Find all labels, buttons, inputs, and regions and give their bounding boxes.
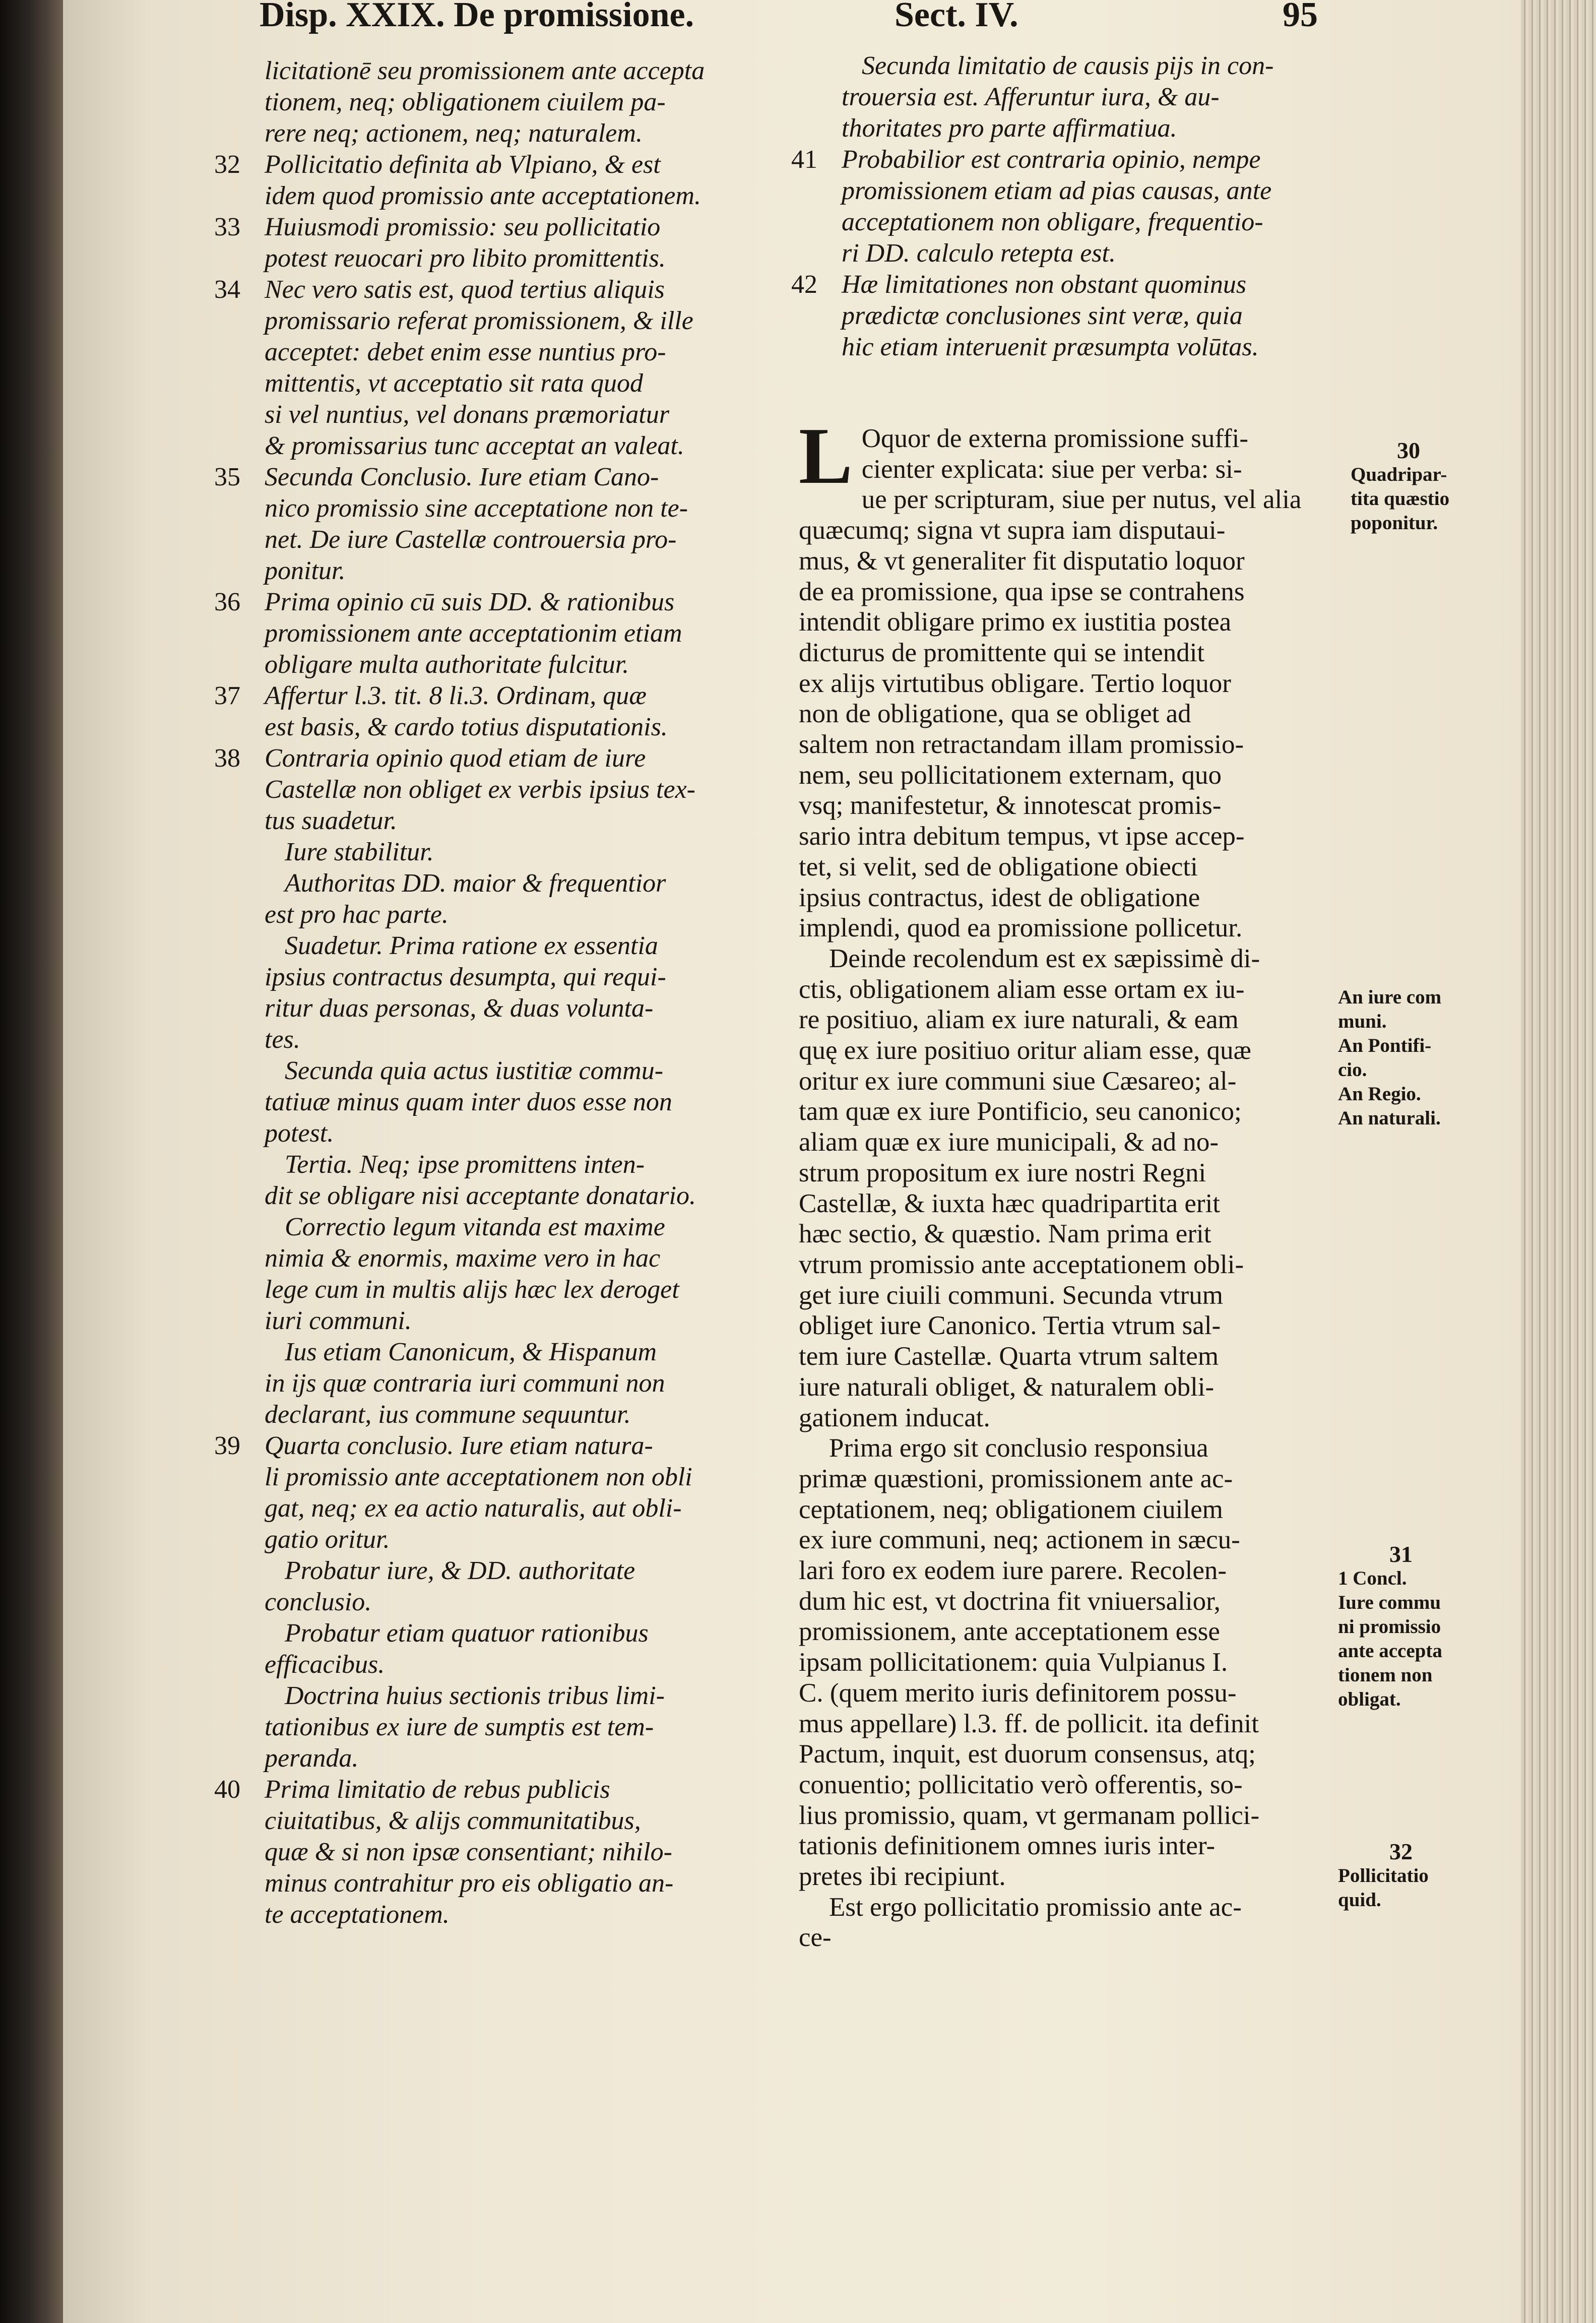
- marginal-line: An Regio.: [1338, 1083, 1421, 1105]
- summary-number: 37: [214, 681, 240, 710]
- body-line: strum propositum ex iure nostri Regni: [799, 1158, 1206, 1187]
- body-line: sario intra debitum tempus, vt ipse accep-: [799, 822, 1245, 851]
- summary-entry: [265, 837, 844, 868]
- body-line: oritur ex iure communi siue Cæsareo; al-: [799, 1066, 1237, 1096]
- body-line: vsq; manifestetur, & innotescat promis-: [799, 791, 1222, 821]
- summary-number: 40: [214, 1775, 240, 1804]
- summary-entry: [214, 587, 844, 680]
- marginal-note: [1351, 438, 1466, 535]
- summary-entry: [265, 1055, 844, 1149]
- marginal-line: An iure com: [1338, 986, 1442, 1008]
- body-line: dum hic est, vt doctrina fit vniuersalior,: [799, 1586, 1221, 1616]
- body-line: cienter explicata: siue per verba: si-: [861, 454, 1242, 484]
- summary-line: idem quod promissio ante acceptationem.: [265, 181, 701, 210]
- summary-entry: [265, 1680, 844, 1774]
- marginal-number: 32: [1389, 1839, 1413, 1864]
- summary-line: Quarta conclusio. Iure etiam natura-: [265, 1431, 653, 1460]
- summary-line: Probabilior est contraria opinio, nempe: [842, 145, 1261, 174]
- summary-line: Secunda limitatio de causis pijs in con-: [862, 51, 1274, 80]
- summary-line: Secunda Conclusio. Iure etiam Cano-: [265, 463, 659, 491]
- body-line: aliam quæ ex iure municipali, & ad no-: [799, 1127, 1219, 1157]
- summary-line: Probatur etiam quatuor rationibus: [285, 1619, 649, 1648]
- body-line: promissionem, ante acceptationem esse: [799, 1617, 1220, 1647]
- body-line: ce-: [799, 1923, 832, 1953]
- body-line: hæc sectio, & quæstio. Nam prima erit: [799, 1219, 1211, 1249]
- summary-entry: [214, 149, 844, 212]
- body-line: ipsam pollicitationem: quia Vulpianus I.: [799, 1648, 1228, 1677]
- marginal-line: poponitur.: [1351, 512, 1438, 534]
- drop-cap: L: [799, 411, 853, 500]
- summary-line: thoritates pro parte affirmatiua.: [842, 114, 1177, 143]
- summary-line: Suadetur. Prima ratione ex essentia: [285, 931, 658, 960]
- summary-line: tatiuæ minus quam inter duos esse non: [265, 1088, 672, 1116]
- body-line: C. (quem merito iuris definitorem possu-: [799, 1678, 1237, 1708]
- summary-number: 32: [214, 150, 240, 179]
- summary-line: Nec vero satis est, quod tertius aliquis: [265, 275, 665, 304]
- summary-line: tus suadetur.: [265, 806, 397, 835]
- body-line: non de obligatione, qua se obliget ad: [799, 699, 1191, 729]
- marginal-note: [1338, 1542, 1464, 1712]
- marginal-note: [1338, 985, 1469, 1131]
- summary-line: Tertia. Neq; ipse promittens inten-: [285, 1150, 645, 1179]
- summary-entry: [214, 743, 844, 837]
- summary-line: Castellæ non obliget ex verbis ipsius tex-: [265, 775, 695, 804]
- summary-line: ritur duas personas, & duas volunta-: [265, 994, 654, 1023]
- summary-line: Doctrina huius sectionis tribus limi-: [285, 1681, 665, 1710]
- body-line: primæ quæstioni, promissionem ante ac-: [799, 1464, 1233, 1493]
- summary-line: nimia & enormis, maxime vero in hac: [265, 1244, 661, 1273]
- summary-line: ponitur.: [265, 556, 346, 585]
- summary-entry: [214, 680, 844, 743]
- summary-entry: [265, 1555, 844, 1618]
- summary-entry: [265, 55, 844, 149]
- body-paragraph: [799, 1433, 1414, 1892]
- summary-entry: [214, 462, 844, 587]
- body-line: nem, seu pollicitationem externam, quo: [799, 760, 1222, 790]
- summary-entry: [214, 274, 844, 462]
- marginal-line: Iure commu: [1338, 1592, 1441, 1613]
- marginal-number: 31: [1389, 1541, 1413, 1567]
- summary-line: Huiusmodi promissio: seu pollicitatio: [265, 213, 661, 241]
- summary-line: quæ & si non ipsæ consentiant; nihilo-: [265, 1838, 672, 1866]
- summary-line: li promissio ante acceptationem non obli: [265, 1463, 692, 1491]
- summary-entry: [265, 1618, 844, 1680]
- body-line: dicturus de promittente qui se intendit: [799, 638, 1205, 667]
- summary-line: tes.: [265, 1025, 300, 1054]
- summary-line: ciuitatibus, & alijs communitatibus,: [265, 1806, 641, 1835]
- summary-line: promissionem etiam ad pias causas, ante: [842, 176, 1272, 205]
- summary-entry: [265, 1212, 844, 1337]
- summary-number: 38: [214, 744, 240, 773]
- summary-entry: [214, 212, 844, 274]
- summary-line: potest reuocari pro libito promittentis.: [265, 244, 666, 273]
- summary-line: gat, neq; ex ea actio naturalis, aut obli-: [265, 1494, 682, 1523]
- summary-line: acceptationem non obligare, frequentio-: [842, 208, 1263, 236]
- summary-line: iuri communi.: [265, 1306, 412, 1335]
- body-line: intendit obligare primo ex iustitia postea: [799, 607, 1232, 637]
- summary-line: mittentis, vt acceptatio sit rata quod: [265, 369, 644, 398]
- summary-line: tationibus ex iure de sumptis est tem-: [265, 1713, 654, 1741]
- summary-line: te acceptationem.: [265, 1900, 450, 1929]
- summary-number: 42: [791, 270, 817, 299]
- summary-entry: [265, 930, 844, 1055]
- body-line: iure naturali obliget, & naturalem obli-: [799, 1372, 1215, 1402]
- body-line: tem iure Castellæ. Quarta vtrum saltem: [799, 1342, 1219, 1371]
- summary-line: Affertur l.3. tit. 8 li.3. Ordinam, quæ: [265, 681, 647, 710]
- summary-entry: [791, 144, 1421, 269]
- summary-line: lege cum in multis alijs hæc lex deroget: [265, 1275, 679, 1304]
- marginal-line: Pollicitatio: [1338, 1865, 1429, 1887]
- summary-line: Authoritas DD. maior & frequentior: [285, 869, 666, 898]
- body-line: ceptationem, neq; obligationem ciuilem: [799, 1494, 1223, 1524]
- body-line: lius promissio, quam, vt germanam pollici-: [799, 1800, 1260, 1830]
- summary-line: net. De iure Castellæ controuersia pro-: [265, 525, 677, 554]
- marginal-line: ante accepta: [1338, 1640, 1442, 1662]
- body-line: quæcumq; signa vt supra iam disputaui-: [799, 516, 1226, 545]
- body-line: mus, & vt generaliter fit disputatio loquor: [799, 546, 1245, 576]
- marginal-note: [1338, 1840, 1464, 1912]
- marginal-line: obligat.: [1338, 1688, 1401, 1710]
- summary-line: tionem, neq; obligationem ciuilem pa-: [265, 88, 666, 116]
- body-line: implendi, quod ea promissione pollicetur.: [799, 913, 1243, 943]
- summary-line: si vel nuntius, vel donans præmoriatur: [265, 400, 670, 429]
- body-line: tet, si velit, sed de obligatione obiecti: [799, 852, 1198, 882]
- body-line: ue per scripturam, siue per nutus, vel alia: [861, 485, 1302, 515]
- body-line: Pactum, inquit, est duorum consensus, atq;: [799, 1739, 1256, 1769]
- summary-line: declarant, ius commune sequuntur.: [265, 1400, 631, 1429]
- summary-line: Prima limitatio de rebus publicis: [265, 1775, 610, 1804]
- body-line: de ea promissione, qua ipse se contrahens: [799, 577, 1245, 606]
- marginal-line: 1 Concl.: [1338, 1567, 1407, 1589]
- summary-number: 39: [214, 1431, 240, 1460]
- body-line: pretes ibi recipiunt.: [799, 1862, 1006, 1892]
- summary-right-column: [791, 50, 1421, 363]
- body-line: gationem inducat.: [799, 1403, 990, 1432]
- main-text-column: [799, 411, 1414, 1953]
- summary-line: peranda.: [265, 1744, 359, 1773]
- summary-entry: [214, 1430, 844, 1555]
- summary-line: licitationē seu promissionem ante accepta: [265, 56, 705, 85]
- marginal-line: muni.: [1338, 1011, 1387, 1032]
- marginal-line: ni promissio: [1338, 1616, 1441, 1638]
- summary-number: 33: [214, 213, 240, 241]
- summary-line: & promissarius tunc acceptat an valeat.: [265, 431, 684, 460]
- marginal-line: tionem non: [1338, 1664, 1433, 1686]
- marginal-line: cio.: [1338, 1059, 1367, 1081]
- summary-line: acceptet: debet enim esse nuntius pro-: [265, 338, 666, 366]
- summary-line: Hæ limitationes non obstant quominus: [842, 270, 1247, 299]
- summary-entry: [265, 1149, 844, 1212]
- summary-line: nico promissio sine acceptatione non te-: [265, 494, 688, 523]
- summary-line: est basis, & cardo totius disputationis.: [265, 713, 668, 741]
- summary-line: hic etiam interuenit præsumpta volūtas.: [842, 333, 1259, 361]
- summary-number: 41: [791, 145, 817, 174]
- body-line: saltem non retractandam illam promissio-: [799, 730, 1244, 760]
- summary-line: promissionem ante acceptationim etiam: [265, 619, 682, 648]
- marginal-line: An Pontifi-: [1338, 1035, 1432, 1056]
- summary-line: conclusio.: [265, 1588, 372, 1616]
- summary-line: rere neq; actionem, neq; naturalem.: [265, 119, 643, 148]
- summary-line: prædictæ conclusiones sint veræ, quia: [842, 301, 1243, 330]
- body-line: re positiuo, aliam ex iure naturali, & eam: [799, 1005, 1239, 1035]
- summary-line: Prima opinio cū suis DD. & rationibus: [265, 588, 675, 616]
- summary-line: Secunda quia actus iustitiæ commu-: [285, 1056, 664, 1085]
- body-paragraph: [799, 1892, 1414, 1953]
- book-page: [63, 0, 1524, 2323]
- summary-line: Iure stabilitur.: [285, 838, 434, 866]
- running-head: Disp. XXIX. De promissione.: [260, 0, 694, 34]
- summary-line: potest.: [265, 1119, 334, 1148]
- summary-number: 36: [214, 588, 240, 616]
- summary-number: 35: [214, 463, 240, 491]
- summary-line: Probatur iure, & DD. authoritate: [285, 1556, 635, 1585]
- summary-line: promissario referat promissionem, & ille: [265, 306, 693, 335]
- summary-line: trouersia est. Afferuntur iura, & au-: [842, 83, 1220, 111]
- summary-line: Pollicitatio definita ab Vlpiano, & est: [265, 150, 661, 179]
- body-line: obliget iure Canonico. Tertia vtrum sal-: [799, 1311, 1221, 1341]
- summary-number: 34: [214, 275, 240, 304]
- book-binding-shadow: [0, 0, 63, 2323]
- marginal-line: Quadripar-: [1351, 464, 1447, 485]
- summary-left-column: [214, 55, 844, 1930]
- summary-line: Correctio legum vitanda est maxime: [285, 1213, 665, 1241]
- body-line: vtrum promissio ante acceptationem obli-: [799, 1249, 1244, 1279]
- summary-line: ri DD. calculo retepta est.: [842, 239, 1116, 268]
- body-line: lari foro ex eodem iure parere. Recolen-: [799, 1556, 1227, 1586]
- summary-entry: [842, 50, 1421, 144]
- body-line: Castellæ, & iuxta hæc quadripartita erit: [799, 1188, 1221, 1218]
- summary-line: obligare multa authoritate fulcitur.: [265, 650, 629, 679]
- body-line: ex alijs virtutibus obligare. Tertio loquor: [799, 668, 1231, 698]
- summary-line: efficacibus.: [265, 1650, 385, 1679]
- body-line: Prima ergo sit conclusio responsiua: [829, 1433, 1208, 1463]
- summary-line: gatio oritur.: [265, 1525, 390, 1554]
- page-fore-edge: [1521, 0, 1596, 2323]
- marginal-line: An naturali.: [1338, 1107, 1441, 1129]
- marginal-line: tita quæstio: [1351, 488, 1450, 510]
- body-paragraph: [799, 944, 1414, 1433]
- body-line: conuentio; pollicitatio verò offerentis, so-: [799, 1770, 1243, 1799]
- summary-entry: [214, 1774, 844, 1930]
- marginal-number: 30: [1397, 437, 1420, 463]
- page-number: 95: [1283, 0, 1318, 34]
- body-line: ctis, obligationem aliam esse ortam ex iu-: [799, 974, 1245, 1004]
- summary-line: Ius etiam Canonicum, & Hispanum: [285, 1338, 657, 1366]
- summary-line: ipsius contractus desumpta, qui requi-: [265, 963, 666, 991]
- body-line: Oquor de externa promissione suffi-: [861, 424, 1249, 453]
- summary-line: dit se obligare nisi acceptante donatario.: [265, 1181, 696, 1210]
- body-line: ipsius contractus, idest de obligatione: [799, 883, 1200, 912]
- summary-entry: [265, 868, 844, 930]
- body-line: tam quæ ex iure Pontificio, seu canonico;: [799, 1097, 1242, 1126]
- summary-line: minus contrahitur pro eis obligatio an-: [265, 1869, 674, 1898]
- summary-line: in ijs quæ contraria iuri communi non: [265, 1369, 665, 1398]
- summary-entry: [265, 1337, 844, 1430]
- section-label: Sect. IV.: [895, 0, 1018, 34]
- body-line: mus appellare) l.3. ff. de pollicit. ita definit: [799, 1709, 1259, 1738]
- summary-line: Contraria opinio quod etiam de iure: [265, 744, 646, 773]
- body-line: ex iure communi, neq; actionem in sæcu-: [799, 1525, 1240, 1555]
- body-line: Deinde recolendum est ex sæpissimè di-: [829, 944, 1260, 973]
- summary-entry: [791, 269, 1421, 363]
- marginal-line: quid.: [1338, 1889, 1381, 1911]
- body-line: quę ex iure positiuo oritur aliam esse, quæ: [799, 1036, 1251, 1065]
- body-line: Est ergo pollicitatio promissio ante ac-: [829, 1892, 1242, 1922]
- body-line: tationis definitionem omnes iuris inter-: [799, 1831, 1216, 1861]
- body-paragraph: [799, 411, 1414, 944]
- body-line: get iure ciuili communi. Secunda vtrum: [799, 1280, 1223, 1310]
- summary-line: est pro hac parte.: [265, 900, 449, 929]
